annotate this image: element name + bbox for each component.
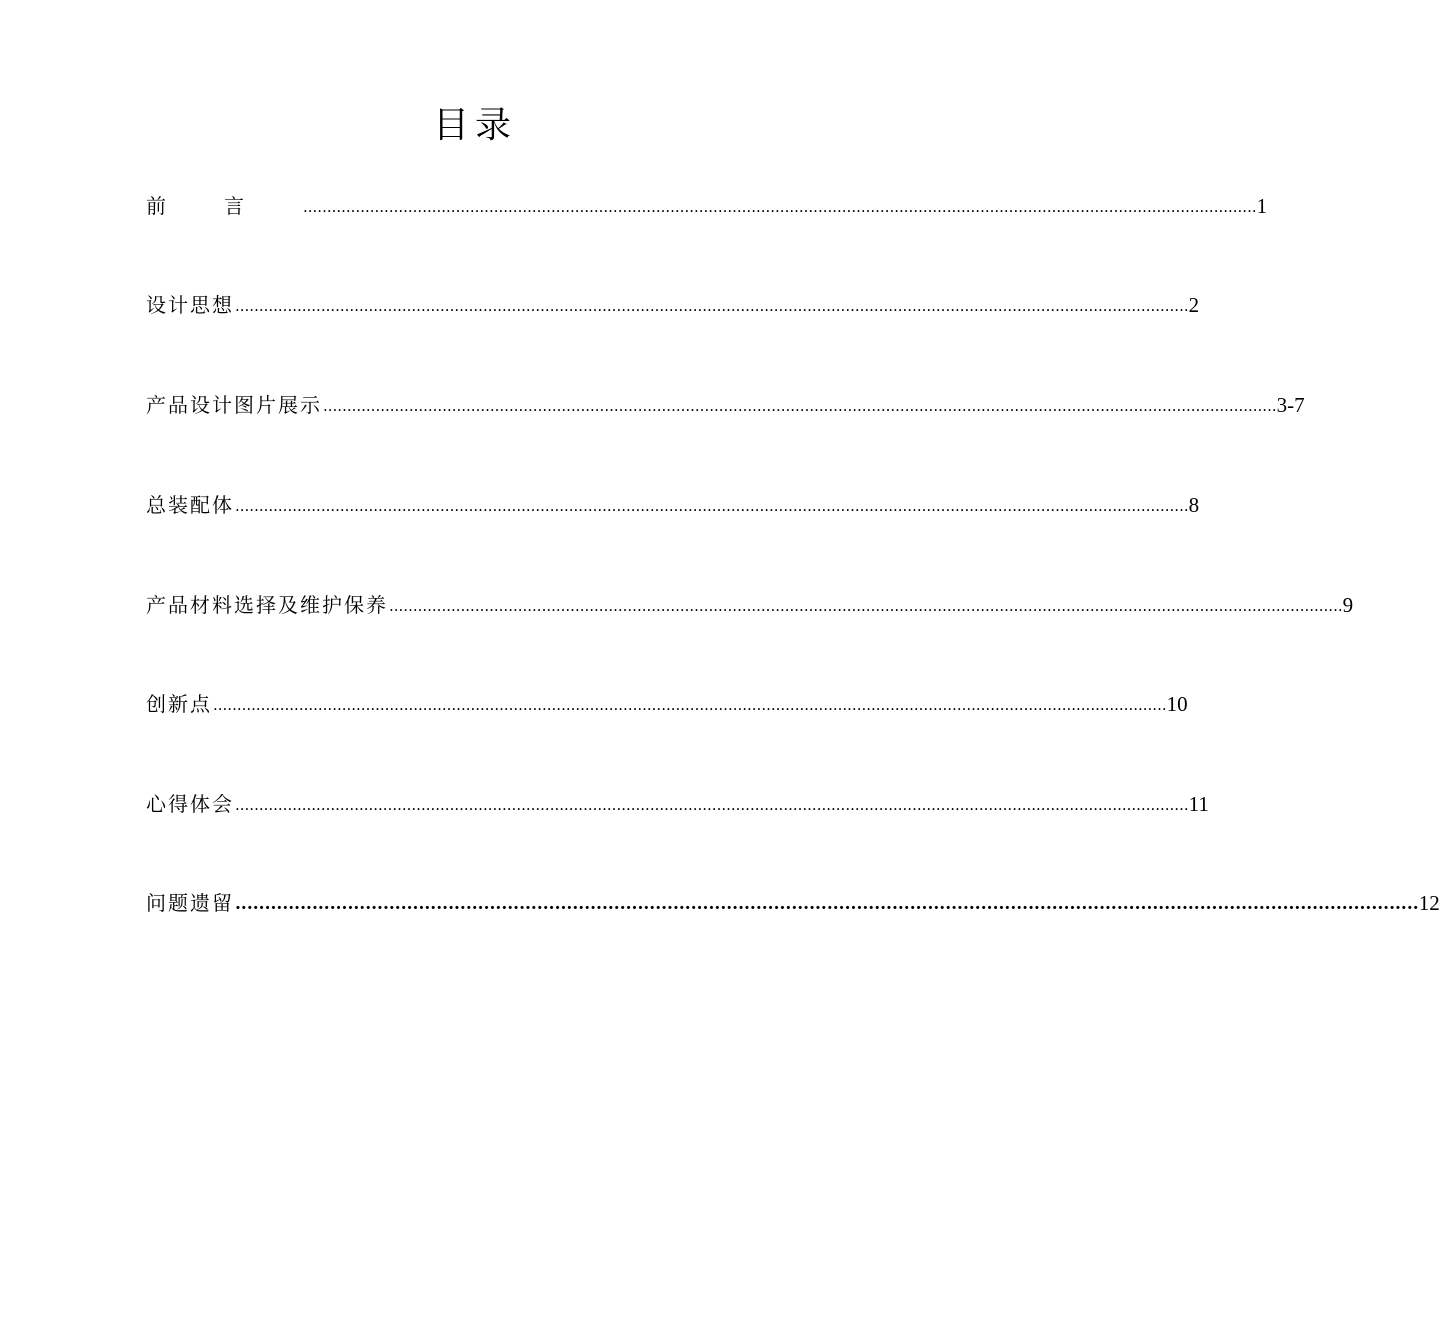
toc-entry-page: 10 [1166, 692, 1188, 716]
toc-entry-reflections[interactable] [146, 784, 1209, 818]
toc-leader-dots: ........................................................................................................................................................................................................ [389, 597, 1343, 615]
toc-entry-page: 2 [1188, 293, 1200, 317]
page-title: 目录 [432, 105, 517, 146]
toc-entry-page: 3-7 [1276, 393, 1305, 417]
toc-leader-dots: ........................................................................................................................................................................................................ [235, 297, 1189, 315]
toc-entry-label: 创新点 [146, 692, 212, 716]
toc-entry-page: 9 [1342, 593, 1354, 617]
toc-entry-label: 心得体会 [146, 792, 234, 816]
toc-leader-dots: ........................................................................................................................................................................................................ [213, 696, 1167, 714]
toc-leader-dots: ........................................................................................................................................................................................................ [303, 198, 1257, 216]
toc-leader-dots: ........................................................................................................................................................................................................ [323, 397, 1277, 415]
toc-entry-label: 产品材料选择及维护保养 [146, 593, 388, 617]
toc-entry-page: 8 [1188, 493, 1200, 517]
toc-entry-foreword[interactable] [146, 186, 1268, 220]
toc-entry-design-idea[interactable] [146, 285, 1200, 319]
toc-entry-page: 12 [1418, 891, 1440, 915]
toc-entry-label: 设计思想 [146, 293, 234, 317]
toc-entry-label: 总装配体 [146, 493, 234, 517]
toc-leader-dots: ........................................................................................................................................................................................................ [235, 497, 1189, 515]
toc-entry-page: 11 [1188, 792, 1209, 816]
toc-entry-innovation[interactable] [146, 684, 1188, 718]
toc-entry-label: 产品设计图片展示 [146, 393, 322, 417]
toc-entry-label: 问题遗留 [146, 891, 234, 915]
toc-entry-materials[interactable] [146, 585, 1354, 619]
toc-leader-dots: ........................................................................................................................................................................................................ [235, 894, 1419, 914]
toc-entry-design-images[interactable] [146, 385, 1305, 419]
toc-entry-label: 前言 [146, 194, 302, 218]
toc-entry-open-issues[interactable] [146, 883, 1440, 917]
toc-entry-page: 1 [1256, 194, 1268, 218]
toc-leader-dots: ........................................................................................................................................................................................................ [235, 796, 1189, 814]
toc-entry-assembly[interactable] [146, 485, 1200, 519]
